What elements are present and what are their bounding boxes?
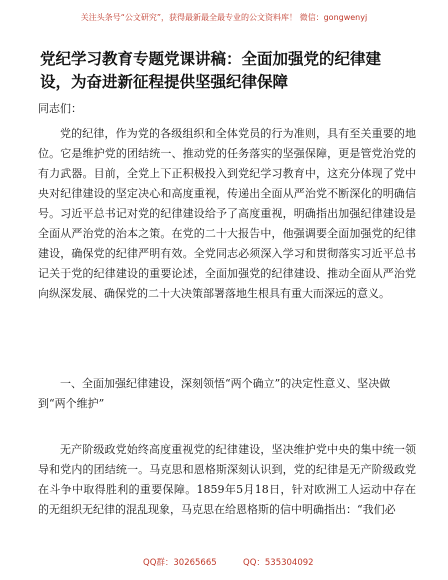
footer-qq: QQ：535304092 [243, 558, 314, 568]
body-paragraph: 党的纪律，作为党的各级组织和全体党员的行为准则，具有至关重要的地位。它是维护党的团结统一、推动党的任务落实的坚强保障，更是管党治党的有力武器。目前，全党上下正积极投入到党纪学习教育中，这充分体现了党中央对纪律建设的坚定决心和高度重视，传递出全面从严治党不断深化的明确信号。习近平总书记对党的纪律建设给予了高度重视，明确指出加强纪律建设是全面从严治党的治本之策。在党的二十大报告中，他强调要全面加强党的纪律建设，确保党的纪律严明有效。全党同志必须深入学习和贯彻落实习近平总书记关于党的纪律建设的重要论述，全面加强党的纪律建设、推动全面从严治党向纵深发展、确保党的二十大决策部署落地生根具有重大而深远的意义。 [38, 127, 416, 300]
footer-qq-group: QQ群：30265665 [143, 558, 217, 568]
salutation: 同志们： [38, 102, 82, 115]
body-paragraph: 无产阶级政党始终高度重视党的纪律建设，坚决维护党中央的集中统一领导和党内的团结统一。马克思和恩格斯深刻认识到，党的纪律是无产阶级政党在斗争中取得胜利的重要保障。1859年5月18日，针对欧洲工人运动中存在的无组织无纪律的混乱现象，马克思在给恩格斯的信中明确指出：“我们必 [38, 443, 416, 516]
section-heading: 一、全面加强纪律建设，深刻领悟“两个确立”的决定性意义、坚决做到“两个维护” [38, 377, 391, 410]
header-note: 关注头条号“公文研究”，获得最新最全最专业的公文资料库！ 微信：gongwenyj [80, 13, 368, 22]
page-title: 党纪学习教育专题党课讲稿：全面加强党的纪律建设，为奋进新征程提供坚强纪律保障 [40, 50, 382, 91]
